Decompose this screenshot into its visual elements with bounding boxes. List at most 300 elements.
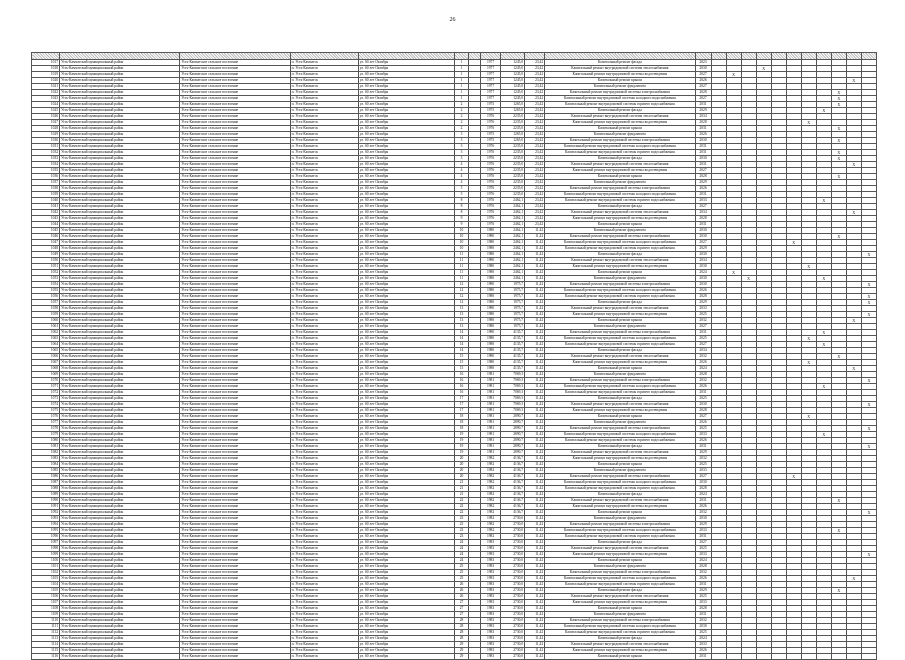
cell-yr: 2029 [695,108,711,114]
cell-h: 2 [454,114,468,120]
cell-street: ул. 60 лет Октября [358,156,454,162]
cell-mr: Усть-Камчатский муниципальный район [60,294,180,300]
cell-s: 2235,0 [501,180,525,186]
cell-yr: 2027 [695,168,711,174]
cell-n: 1030 [32,138,60,144]
cell-h: 4 [454,168,468,174]
cell-mr: Усть-Камчатский муниципальный район [60,282,180,288]
cell-sp: Усть-Камчатское сельское поселение [180,552,290,558]
cell-loc: п. Усть-Камчатск [290,570,358,576]
cell-y: 1983 [481,558,501,564]
cell-s: 2730,0 [501,624,525,630]
cell-y: 1981 [481,450,501,456]
cell-n: 1020 [32,78,60,84]
cell-work: Капитальный ремонт фундамента [545,84,695,90]
cell-yr: 2025 [695,630,711,636]
cell-mr: Усть-Камчатский муниципальный район [60,630,180,636]
cell-yr: 2027 [695,240,711,246]
mark-cell: X [861,552,876,558]
cell-h: 26 [454,594,468,600]
cell-n: 1115 [32,648,60,654]
cell-s: 2462,1 [501,258,525,264]
cell-mr: Усть-Камчатский муниципальный район [60,618,180,624]
cell-sp: Усть-Камчатское сельское поселение [180,174,290,180]
cell-work: Капитальный ремонт внутридомовой системы электроснабжения [545,138,695,144]
cell-h: 2 [454,102,468,108]
cell-n: 1045 [32,228,60,234]
cell-loc: п. Усть-Камчатск [290,384,358,390]
cell-y: 1976 [481,180,501,186]
cell-mr: Усть-Камчатский муниципальный район [60,648,180,654]
mark-cell: X [846,210,861,216]
cell-n: 1085 [32,468,60,474]
cell-s: 2730,0 [501,522,525,528]
cell-yr: 2027 [695,324,711,330]
cell-yr: 2031 [695,330,711,336]
cell-yr: 2031 [695,390,711,396]
cell-s: 2890,7 [501,420,525,426]
cell-work: Капитальный ремонт внутридомовой системы горячего водоснабжения [545,438,695,444]
cell-sp: Усть-Камчатское сельское поселение [180,168,290,174]
cell-y: 1982 [481,522,501,528]
cell-y: 1983 [481,654,501,660]
cell-y: 1980 [481,354,501,360]
cell-loc: п. Усть-Камчатск [290,366,358,372]
cell-n: 1039 [32,192,60,198]
cell-street: ул. 60 лет Октября [358,180,454,186]
cell-mr: Усть-Камчатский муниципальный район [60,546,180,552]
mark-cell [846,654,861,660]
cell-n: 1100 [32,558,60,564]
cell-y: 1980 [481,246,501,252]
cell-h: 10 [454,234,468,240]
cell-loc: п. Усть-Камчатск [290,630,358,636]
cell-yr: 2026 [695,360,711,366]
cell-sp: Усть-Камчатское сельское поселение [180,222,290,228]
cell-sp: Усть-Камчатское сельское поселение [180,630,290,636]
cell-loc: п. Усть-Камчатск [290,360,358,366]
cell-n: 1028 [32,126,60,132]
cell-mr: Усть-Камчатский муниципальный район [60,366,180,372]
cell-sp: Усть-Камчатское сельское поселение [180,534,290,540]
cell-sp: Усть-Камчатское сельское поселение [180,600,290,606]
cell-s: 4136,7 [501,510,525,516]
cell-n: 1072 [32,390,60,396]
cell-work: Капитальный ремонт внутридомовой системы горячего водоснабжения [545,198,695,204]
cell-street: ул. 60 лет Октября [358,366,454,372]
cell-yr: 2029 [695,588,711,594]
cell-p: 11,42 [525,270,545,276]
cell-y: 1980 [481,240,501,246]
cell-mr: Усть-Камчатский муниципальный район [60,594,180,600]
cell-y: 1976 [481,204,501,210]
cell-h: 9 [454,216,468,222]
cell-street: ул. 60 лет Октября [358,396,454,402]
cell-loc: п. Усть-Камчатск [290,498,358,504]
mark-cell: X [861,294,876,300]
cell-street: ул. 60 лет Октября [358,306,454,312]
cell-n: 1112 [32,630,60,636]
cell-p: 11,42 [525,606,545,612]
cell-y: 1977 [481,96,501,102]
cell-s: 4135,7 [501,348,525,354]
cell-street: ул. 60 лет Октября [358,510,454,516]
cell-h: 11 [454,258,468,264]
cell-street: ул. 60 лет Октября [358,336,454,342]
mark-cell: X [861,252,876,258]
cell-yr: 2030 [695,624,711,630]
cell-s: 2890,7 [501,438,525,444]
cell-sp: Усть-Камчатское сельское поселение [180,372,290,378]
cell-y: 1983 [481,612,501,618]
cell-p: 23,42 [525,216,545,222]
cell-yr: 2030 [695,252,711,258]
cell-loc: п. Усть-Камчатск [290,294,358,300]
cell-loc: п. Усть-Камчатск [290,540,358,546]
cell-sp: Усть-Камчатское сельское поселение [180,282,290,288]
cell-s: 4135,7 [501,330,525,336]
cell-mr: Усть-Камчатский муниципальный район [60,168,180,174]
cell-mr: Усть-Камчатский муниципальный район [60,654,180,660]
cell-sp: Усть-Камчатское сельское поселение [180,558,290,564]
cell-s: 7069,3 [501,372,525,378]
cell-s: 2730,0 [501,594,525,600]
cell-loc: п. Усть-Камчатск [290,642,358,648]
cell-p: 11,42 [525,516,545,522]
cell-y: 1980 [481,312,501,318]
cell-n: 1052 [32,270,60,276]
cell-s: 2730,0 [501,564,525,570]
cell-yr: 2026 [695,648,711,654]
cell-street: ул. 60 лет Октября [358,552,454,558]
cell-mr: Усть-Камчатский муниципальный район [60,336,180,342]
cell-p: 11,42 [525,348,545,354]
cell-p: 11,42 [525,318,545,324]
cell-h: 8 [454,204,468,210]
cell-street: ул. 60 лет Октября [358,378,454,384]
mark-cell [771,654,786,660]
cell-h: 23 [454,522,468,528]
cell-work: Капитальный ремонт внутридомовой системы водоотведения [545,648,695,654]
cell-p: 23,42 [525,192,545,198]
mark-cell [786,654,801,660]
cell-street: ул. 60 лет Октября [358,486,454,492]
cell-work: Капитальный ремонт фундамента [545,324,695,330]
cell-h: 1 [454,60,468,66]
cell-loc: п. Усть-Камчатск [290,204,358,210]
cell-mr: Усть-Камчатский муниципальный район [60,342,180,348]
cell-h: 14 [454,330,468,336]
cell-y: 1981 [481,390,501,396]
cell-mr: Усть-Камчатский муниципальный район [60,60,180,66]
mark-cell: X [816,342,831,348]
cell-street: ул. 60 лет Октября [358,258,454,264]
cell-loc: п. Усть-Камчатск [290,552,358,558]
cell-n: 1083 [32,456,60,462]
cell-loc: п. Усть-Камчатск [290,174,358,180]
cell-street: ул. 60 лет Октября [358,264,454,270]
cell-s: 2730,0 [501,588,525,594]
cell-y: 1982 [481,486,501,492]
cell-y: 1981 [481,444,501,450]
cell-h: 26 [454,582,468,588]
mark-cell: X [831,498,846,504]
cell-h: 20 [454,474,468,480]
cell-work: Капитальный ремонт фасада [545,300,695,306]
cell-s: 4136,7 [501,504,525,510]
cell-y: 1980 [481,264,501,270]
cell-yr: 2033 [695,528,711,534]
cell-loc: п. Усть-Камчатск [290,210,358,216]
cell-n: 1044 [32,222,60,228]
cell-loc: п. Усть-Камчатск [290,426,358,432]
header-cell [786,53,801,60]
cell-s: 4135,7 [501,360,525,366]
cell-y: 1981 [481,372,501,378]
cell-loc: п. Усть-Камчатск [290,102,358,108]
cell-work: Капитальный ремонт внутридомовой системы теплоснабжения [545,594,695,600]
cell-loc: п. Усть-Камчатск [290,264,358,270]
cell-yr: 2034 [695,114,711,120]
cell-p: 11,42 [525,426,545,432]
mark-cell: X [801,120,816,126]
cell-loc: п. Усть-Камчатск [290,486,358,492]
cell-p: 11,42 [525,378,545,384]
cell-yr: 2030 [695,66,711,72]
cell-loc: п. Усть-Камчатск [290,84,358,90]
cell-work: Капитальный ремонт фасада [545,444,695,450]
cell-loc: п. Усть-Камчатск [290,108,358,114]
cell-work: Капитальный ремонт внутридомовой системы водоотведения [545,120,695,126]
cell-loc: п. Усть-Камчатск [290,126,358,132]
cell-street: ул. 60 лет Октября [358,408,454,414]
cell-yr: 2031 [695,162,711,168]
cell-mr: Усть-Камчатский муниципальный район [60,186,180,192]
cell-sp: Усть-Камчатское сельское поселение [180,654,290,660]
cell-h: 15 [454,366,468,372]
cell-s: 2235,0 [501,120,525,126]
mark-cell: X [816,432,831,438]
cell-mr: Усть-Камчатский муниципальный район [60,540,180,546]
cell-sp: Усть-Камчатское сельское поселение [180,66,290,72]
cell-n: 1073 [32,396,60,402]
cell-work: Капитальный ремонт внутридомовой системы водоотведения [545,552,695,558]
cell-yr: 2026 [695,132,711,138]
cell-y: 1980 [481,270,501,276]
cell-work: Капитальный ремонт фасада [545,60,695,66]
cell-s: 4135,7 [501,336,525,342]
cell-n: 1063 [32,336,60,342]
cell-s: 2730,0 [501,630,525,636]
cell-street: ул. 60 лет Октября [358,282,454,288]
cell-street: ул. 60 лет Октября [358,348,454,354]
cell-work: Капитальный ремонт внутридомовой системы горячего водоснабжения [545,150,695,156]
cell-p: 11,42 [525,504,545,510]
cell-s: 2462,1 [501,210,525,216]
cell-h: 22 [454,504,468,510]
cell-street: ул. 60 лет Октября [358,144,454,150]
cell-sp: Усть-Камчатское сельское поселение [180,486,290,492]
cell-yr: 2033 [695,198,711,204]
cell-p: 23,42 [525,132,545,138]
cell-y: 1980 [481,288,501,294]
cell-street: ул. 60 лет Октября [358,450,454,456]
cell-mr: Усть-Камчатский муниципальный район [60,636,180,642]
cell-y: 1981 [481,396,501,402]
cell-s: 7069,3 [501,378,525,384]
cell-street: ул. 60 лет Октября [358,414,454,420]
cell-s: 1265,0 [501,102,525,108]
cell-p: 11,42 [525,258,545,264]
cell-y: 1976 [481,198,501,204]
cell-yr: 2032 [695,510,711,516]
header-cell [846,53,861,60]
cell-n: 1094 [32,522,60,528]
cell-loc: п. Усть-Камчатск [290,144,358,150]
cell-sp: Усть-Камчатское сельское поселение [180,462,290,468]
cell-p: 23,42 [525,144,545,150]
cell-yr: 2031 [695,444,711,450]
cell-p: 11,42 [525,294,545,300]
cell-work: Капитальный ремонт внутридомовой системы электроснабжения [545,474,695,480]
cell-s: 2462,1 [501,270,525,276]
cell-h: 12 [454,300,468,306]
cell-street: ул. 60 лет Октября [358,102,454,108]
cell-street: ул. 60 лет Октября [358,600,454,606]
cell-p: 23,42 [525,66,545,72]
cell-street: ул. 60 лет Октября [358,612,454,618]
cell-n: 1084 [32,462,60,468]
cell-yr: 2033 [695,600,711,606]
cell-work: Капитальный ремонт внутридомовой системы теплоснабжения [545,642,695,648]
cell-yr: 2033 [695,432,711,438]
cell-s: 2462,1 [501,264,525,270]
cell-street: ул. 60 лет Октября [358,312,454,318]
cell-n: 1111 [32,624,60,630]
cell-sp: Усть-Камчатское сельское поселение [180,198,290,204]
cell-s: 2890,7 [501,414,525,420]
cell-p: 23,42 [525,120,545,126]
cell-work: Капитальный ремонт внутридомовой системы холодного водоснабжения [545,336,695,342]
cell-sp: Усть-Камчатское сельское поселение [180,540,290,546]
cell-work: Капитальный ремонт внутридомовой системы теплоснабжения [545,162,695,168]
cell-y: 1980 [481,258,501,264]
cell-loc: п. Усть-Камчатск [290,312,358,318]
mark-cell: X [831,354,846,360]
cell-street: ул. 60 лет Октября [358,60,454,66]
cell-yr: 2029 [695,300,711,306]
cell-street: ул. 60 лет Октября [358,270,454,276]
cell-n: 1027 [32,120,60,126]
cell-mr: Усть-Камчатский муниципальный район [60,528,180,534]
cell-sp: Усть-Камчатское сельское поселение [180,72,290,78]
cell-work: Капитальный ремонт фасада [545,540,695,546]
cell-work: Капитальный ремонт крыши [545,558,695,564]
cell-y: 1982 [481,498,501,504]
cell-street: ул. 60 лет Октября [358,444,454,450]
cell-sp: Усть-Камчатское сельское поселение [180,252,290,258]
cell-street: ул. 60 лет Октября [358,384,454,390]
cell-yr: 2031 [695,612,711,618]
cell-s: 2235,0 [501,144,525,150]
cell-y: 1981 [481,378,501,384]
cell-n: 1037 [32,180,60,186]
cell-mr: Усть-Камчатский муниципальный район [60,120,180,126]
cell-s: 1975,7 [501,318,525,324]
cell-yr: 2026 [695,504,711,510]
cell-street: ул. 60 лет Октября [358,636,454,642]
cell-y: 1983 [481,648,501,654]
cell-yr: 2033 [695,642,711,648]
cell-s: 2235,0 [501,174,525,180]
cell-yr: 2029 [695,522,711,528]
cell-mr: Усть-Камчатский муниципальный район [60,144,180,150]
cell-street: ул. 60 лет Октября [358,234,454,240]
cell-h: 4 [454,180,468,186]
cell-work: Капитальный ремонт фундамента [545,516,695,522]
cell-loc: п. Усть-Камчатск [290,72,358,78]
cell-mr: Усть-Камчатский муниципальный район [60,444,180,450]
header-cell [695,53,711,60]
cell-n: 1024 [32,102,60,108]
cell-s: 2462,1 [501,228,525,234]
cell-loc: п. Усть-Камчатск [290,576,358,582]
cell-s: 1975,7 [501,324,525,330]
cell-p: 11,42 [525,636,545,642]
cell-s: 1245,0 [501,84,525,90]
cell-loc: п. Усть-Камчатск [290,198,358,204]
cell-work: Капитальный ремонт крыши [545,222,695,228]
cell-work: Капитальный ремонт внутридомовой системы холодного водоснабжения [545,384,695,390]
cell-n: 1107 [32,600,60,606]
cell-sp: Усть-Камчатское сельское поселение [180,582,290,588]
header-cell [501,53,525,60]
cell-sp: Усть-Камчатское сельское поселение [180,216,290,222]
cell-h: 16 [454,372,468,378]
mark-cell: X [861,444,876,450]
cell-work: Капитальный ремонт внутридомовой системы электроснабжения [545,234,695,240]
cell-p: 11,42 [525,462,545,468]
cell-n: 1029 [32,132,60,138]
cell-s: 2235,0 [501,156,525,162]
cell-y: 1976 [481,168,501,174]
cell-mr: Усть-Камчатский муниципальный район [60,150,180,156]
cell-sp: Усть-Камчатское сельское поселение [180,126,290,132]
cell-mr: Усть-Камчатский муниципальный район [60,312,180,318]
cell-h: 10 [454,228,468,234]
mark-cell: X [741,276,756,282]
cell-work: Капитальный ремонт крыши [545,462,695,468]
cell-street: ул. 60 лет Октября [358,456,454,462]
cell-y: 1980 [481,306,501,312]
cell-mr: Усть-Камчатский муниципальный район [60,288,180,294]
cell-work: Капитальный ремонт крыши [545,510,695,516]
cell-h: 23 [454,528,468,534]
cell-h: 26 [454,588,468,594]
cell-p: 11,42 [525,354,545,360]
cell-sp: Усть-Камчатское сельское поселение [180,90,290,96]
cell-y: 1980 [481,282,501,288]
header-cell [180,53,290,60]
cell-y: 1977 [481,78,501,84]
cell-p: 23,42 [525,138,545,144]
mark-cell [861,654,876,660]
cell-p: 11,42 [525,246,545,252]
cell-h: 19 [454,432,468,438]
cell-mr: Усть-Камчатский муниципальный район [60,408,180,414]
cell-loc: п. Усть-Камчатск [290,252,358,258]
cell-s: 2890,7 [501,432,525,438]
